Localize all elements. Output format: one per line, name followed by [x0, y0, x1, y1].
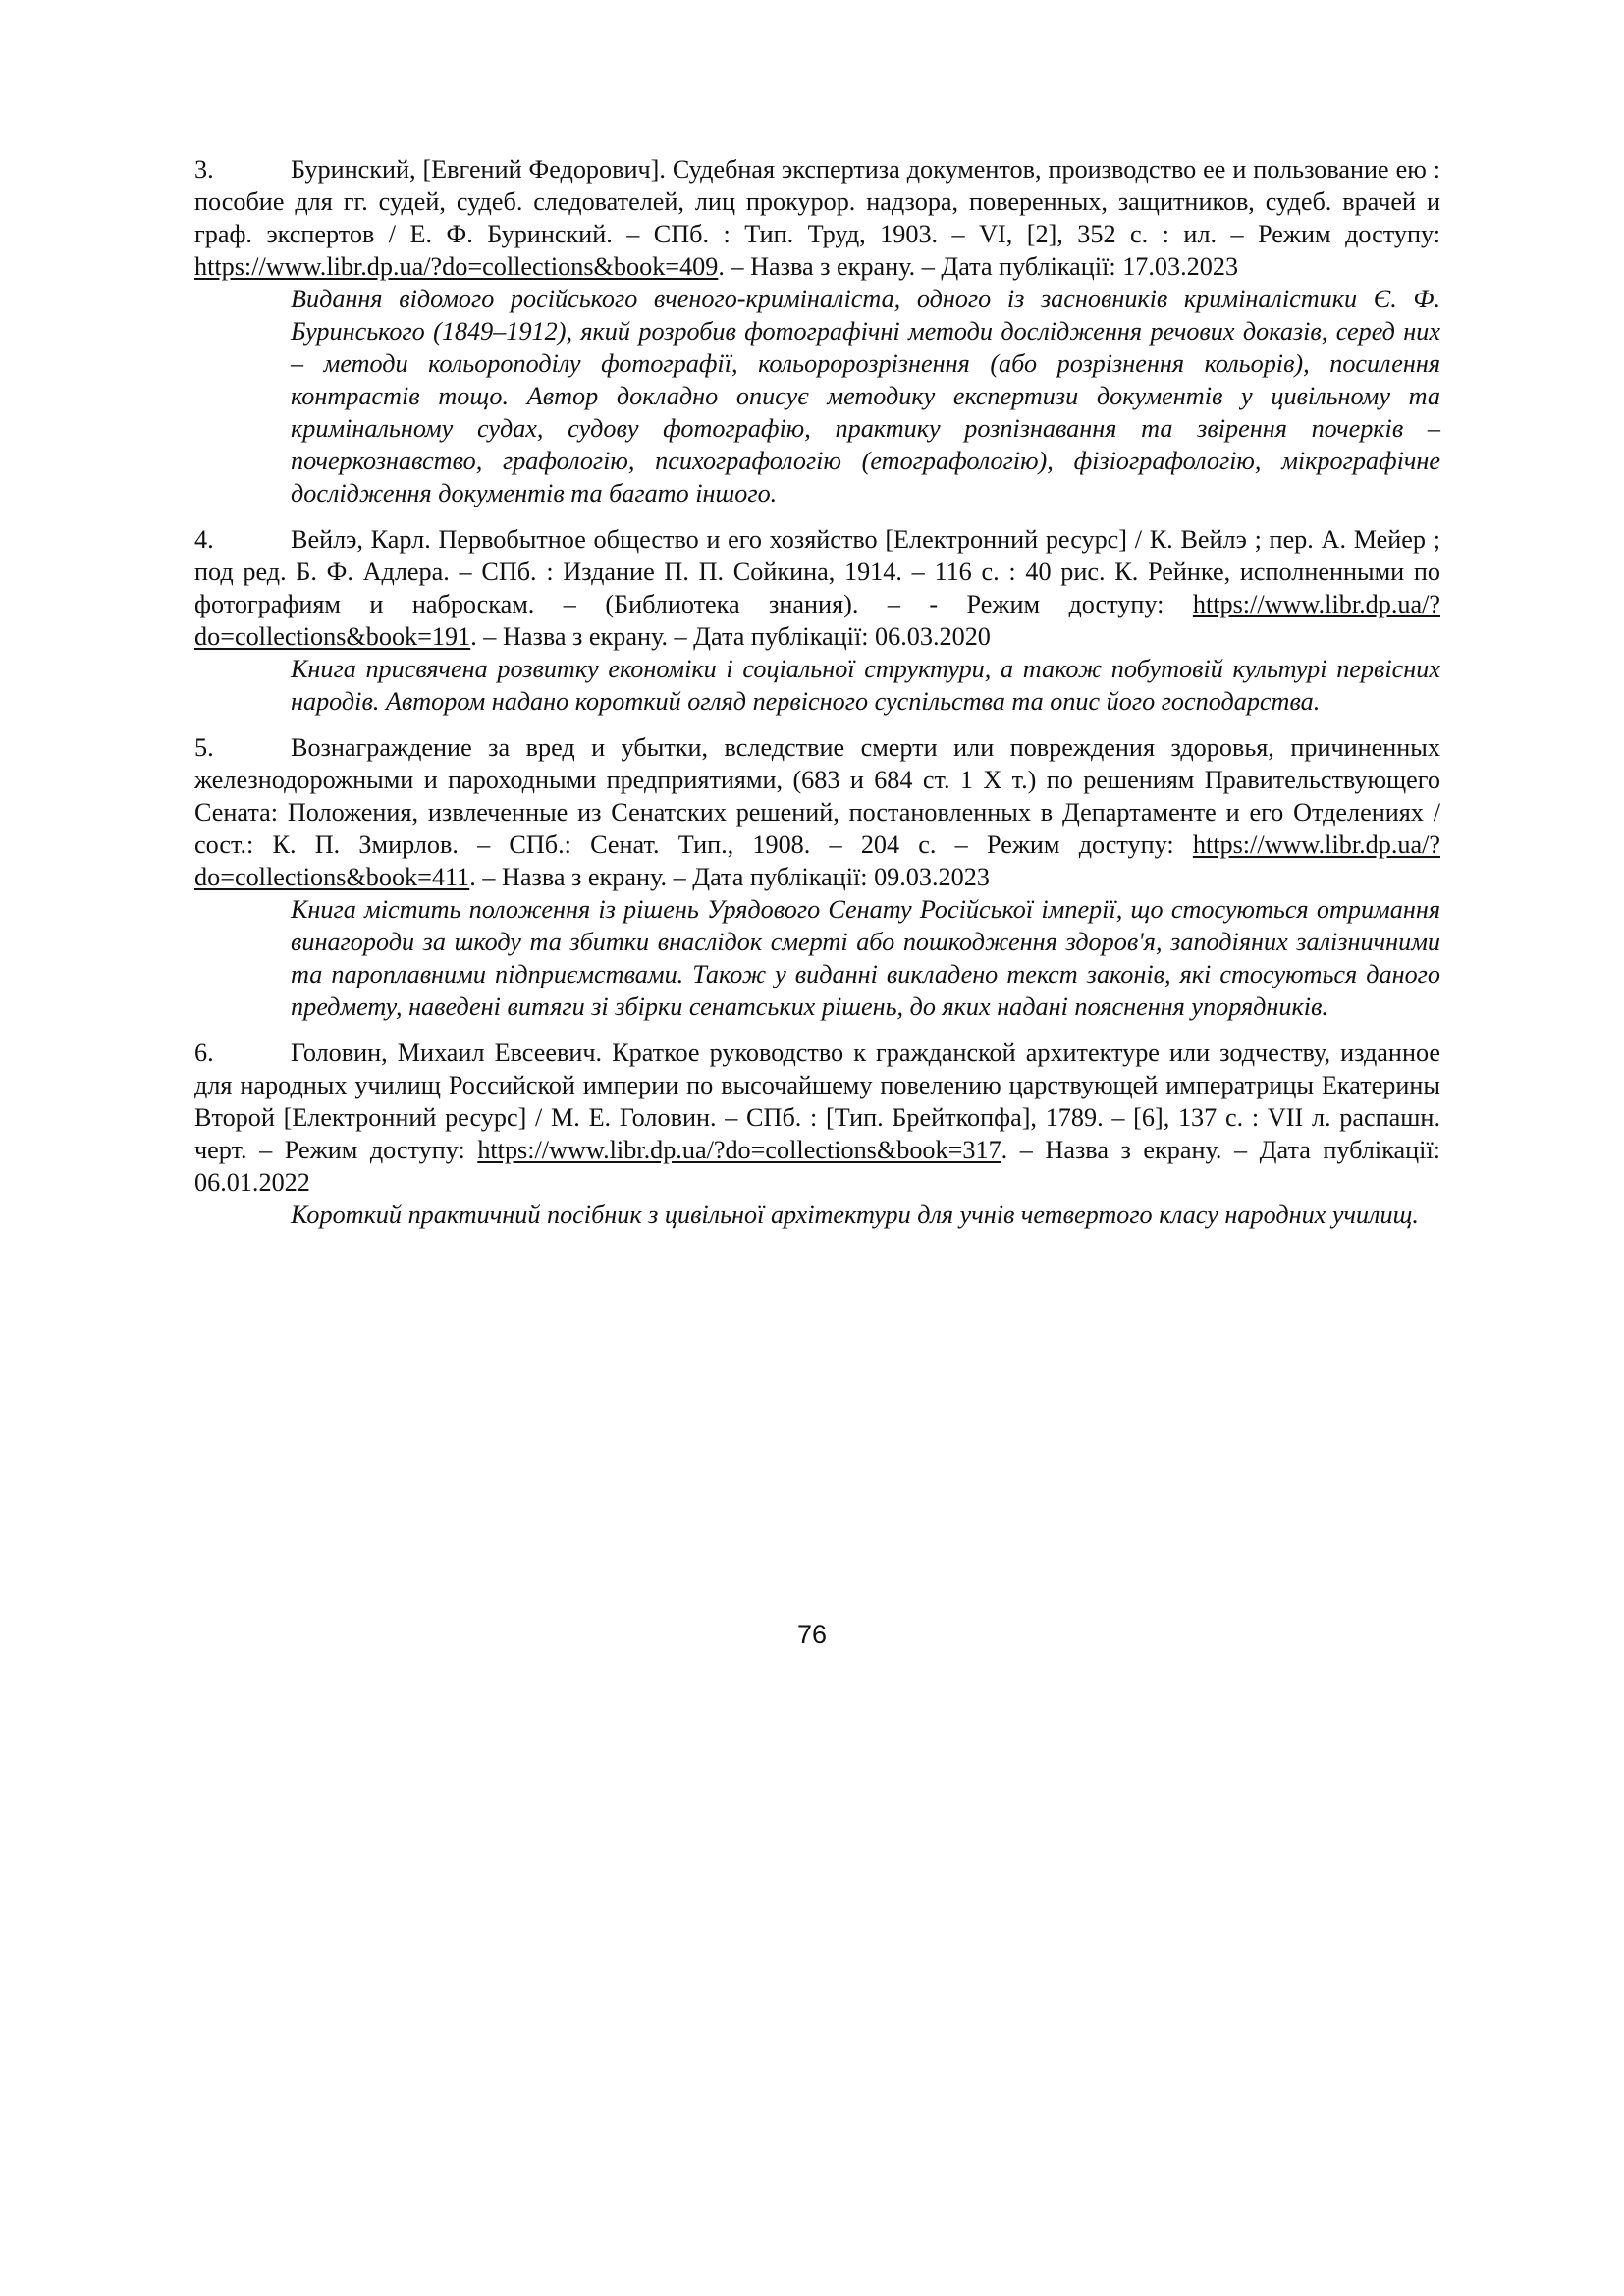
- entry-number: 5.: [194, 733, 214, 762]
- citation-tail: . – Назва з екрану. – Дата публікації: 06.03.2020: [470, 622, 991, 651]
- entry-citation: [194, 523, 1440, 653]
- citation-text: Вейлэ, Карл. Первобытное общество и его хозяйство [Електронний ресурс] / К. Вейлэ ; пер. А. Мейер ; под ред. Б. Ф. Адлера. – СПб. : Издание П. П. Сойкина, 1914. – 116 с. : 40 рис. К. Рейнке, исполненными по фотографиям и наброскам. – (Библиотека знания). – - Режим доступу:: [194, 525, 1440, 618]
- entry-annotation: Книга містить положення із рішень Урядового Сенату Російської імперії, що стосуються отримання винагороди за шкоду та збитки внаслідок смерті або пошкодження здоров'я, заподіяних залізничними та пароплавними підприємствами. Також у виданні викладено текст законів, які стосуються даного предмету, наведені витяги зі збірки сенатських рішень, до яких надані пояснення упорядників.: [291, 895, 1440, 1021]
- entry-number: 4.: [194, 525, 214, 554]
- collection-link[interactable]: https://www.libr.dp.ua/?do=collections&book=317: [477, 1136, 1001, 1164]
- entry-number: 3.: [194, 155, 214, 184]
- entry-annotation: Короткий практичний посібник з цивільної архітектури для учнів четвертого класу народних училищ.: [291, 1201, 1419, 1229]
- citation-tail: . – Назва з екрану. – Дата публікації: 17.03.2023: [718, 252, 1239, 281]
- entry-citation: [194, 1037, 1440, 1199]
- entry-annotation: Книга присвячена розвитку економіки і соціальної структури, а також побутовій культурі первісних народів. Автором надано короткий огляд первісного суспільства та опис його господарства.: [291, 655, 1440, 716]
- collection-link[interactable]: https://www.libr.dp.ua/?do=collections&book=411: [194, 830, 1440, 891]
- bibliography-entry: [194, 523, 1440, 718]
- citation-tail: . – Назва з екрану. – Дата публікації: 09.03.2023: [469, 863, 990, 891]
- bibliography-entry: [194, 1037, 1440, 1231]
- bibliography-list: [194, 153, 1440, 1245]
- collection-link[interactable]: https://www.libr.dp.ua/?do=collections&book=191: [194, 590, 1440, 651]
- entry-citation: [194, 153, 1440, 283]
- collection-link[interactable]: https://www.libr.dp.ua/?do=collections&book=409: [194, 252, 719, 281]
- entry-citation: [194, 731, 1440, 893]
- citation-tail: . – Назва з екрану. – Дата публікації: 06.01.2022: [194, 1136, 1440, 1197]
- bibliography-entry: [194, 731, 1440, 1023]
- citation-text: Головин, Михаил Евсеевич. Краткое руководство к гражданской архитектуре или зодчеству, изданное для народных училищ Российской империи по высочайшему повелению царствующей императрицы Екатерины Второй [Електронний ресурс] / М. Е. Головин. – СПб. : [Тип. Брейткопфа], 1789. – [6], 137 с. : VII л. распашн. черт. – Режим доступу:: [194, 1039, 1440, 1164]
- page-number: 76: [796, 1620, 828, 1649]
- bibliography-entry: [194, 153, 1440, 509]
- entry-number: 6.: [194, 1039, 214, 1067]
- entry-annotation: Видання відомого російського вченого-криміналіста, одного із засновників криміналістики Є. Ф. Буринського (1849–1912), який розробив фотографічні методи дослідження речових доказів, серед них – методи кольороподілу фотографії, кольоророзрізнення (або розрізнення кольорів), посилення контрастів тощо. Автор докладно описує методику експертизи документів у цивільному та кримінальному судах, судову фотографію, практику розпізнавання та звірення почерків – почеркознавство, графологію, психографологію (етографологію), фізіографологію, мікрографічне дослідження документів та багато іншого.: [291, 285, 1440, 507]
- citation-text: Вознаграждение за вред и убытки, вследствие смерти или повреждения здоровья, причиненных железнодорожными и пароходными предприятиями, (683 и 684 ст. 1 X т.) по решениям Правительствующего Сената: Положения, извлеченные из Сенатских решений, постановленных в Департаменте и его Отделениях / сост.: К. П. Змирлов. – СПб.: Сенат. Тип., 1908. – 204 с. – Режим доступу:: [194, 733, 1440, 859]
- citation-text: Буринский, [Евгений Федорович]. Судебная экспертиза документов, производство ее и пользование ею : пособие для гг. судей, судеб. следователей, лиц прокурор. надзора, поверенных, защитников, судеб. врачей и граф. экспертов / Е. Ф. Буринский. – СПб. : Тип. Труд, 1903. – VI, [2], 352 с. : ил. – Режим доступу:: [194, 155, 1440, 248]
